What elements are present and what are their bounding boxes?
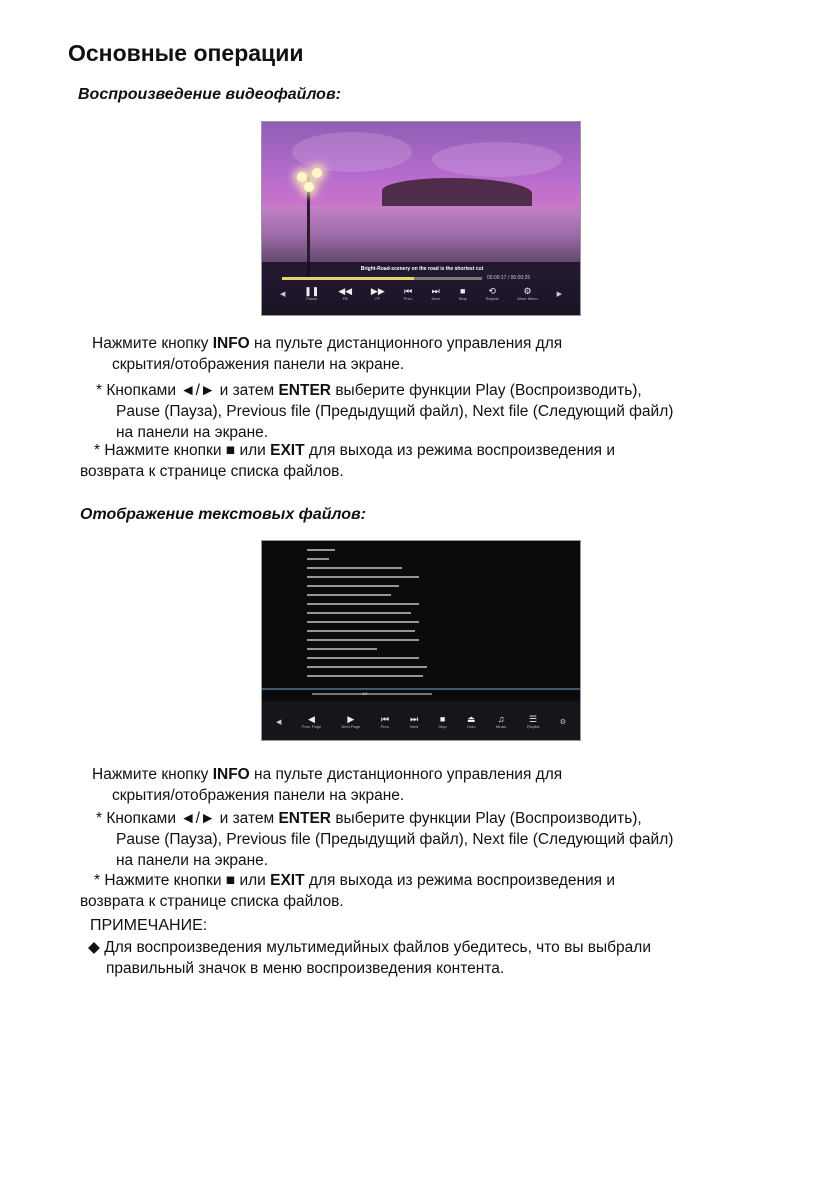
text-line <box>307 621 419 623</box>
text-playlist-button[interactable] <box>527 714 540 730</box>
text-page-bar <box>312 693 432 695</box>
text-page-indicator: 1/1 <box>362 691 368 696</box>
text-viewer-screenshot <box>261 540 581 741</box>
scroll-left-icon[interactable]: ◀ <box>280 291 286 298</box>
text-line <box>307 567 402 569</box>
text-next-page-button[interactable] <box>342 714 361 730</box>
text-stop-button[interactable] <box>438 714 446 730</box>
video-next-button[interactable] <box>432 286 440 302</box>
video-button-label: FB <box>342 296 348 301</box>
text-line <box>307 630 415 632</box>
text-button-label: Prev. <box>380 724 390 729</box>
text-button-label: Next Page <box>341 724 361 729</box>
text-line <box>307 594 391 596</box>
text-prev-button[interactable] <box>381 714 390 730</box>
video-button-label: Prev. <box>403 296 413 301</box>
text-line <box>307 648 377 650</box>
text-section-heading: Отображение текстовых файлов: <box>80 506 366 523</box>
video-info-instruction: Нажмите кнопку INFO на пульте дистанционного управления для скрытия/отображения панели на экране. <box>92 335 563 373</box>
text-line <box>307 612 411 614</box>
headland-silhouette <box>382 178 532 206</box>
video-enter-instruction: * Кнопками ◄/► и затем ENTER выберите функции Play (Воспроизводить), Pause (Пауза), Previous file (Предыдущий файл), Next file (Следующий файл) на панели на экране. <box>96 382 674 441</box>
video-section-heading: Воспроизведение видеофайлов: <box>78 86 341 103</box>
settings-icon: ⚙ <box>523 286 532 296</box>
next-icon: ⏭ <box>431 286 440 296</box>
eject-icon: ⏏ <box>467 714 476 724</box>
video-button-label: More Menu <box>517 296 538 301</box>
cloud <box>292 132 412 172</box>
text-eject-button[interactable] <box>467 714 476 730</box>
next-icon: ⏭ <box>409 714 419 724</box>
lamp-light <box>312 168 322 178</box>
video-progress-fill <box>282 277 414 280</box>
note-text: ◆ Для воспроизведения мультимедийных файлов убедитесь, что вы выбрали правильный значок в меню воспроизведения контента. <box>88 939 651 977</box>
video-button-label: Repeat <box>485 296 499 301</box>
text-next-button[interactable] <box>410 714 418 730</box>
text-viewer-separator <box>262 688 580 690</box>
video-forward-button[interactable] <box>371 286 385 302</box>
text-line <box>307 576 419 578</box>
text-line <box>307 603 419 605</box>
forward-icon: ▶▶ <box>370 286 385 296</box>
video-pause-button[interactable] <box>304 286 319 302</box>
text-button-label: Next <box>409 724 419 729</box>
scroll-right-icon[interactable]: ▶ <box>556 291 562 298</box>
repeat-icon: ⟲ <box>488 286 496 296</box>
text-button-label: Playlist <box>526 724 540 729</box>
video-button-label: Next <box>431 296 440 301</box>
text-button-label: Music <box>495 724 507 729</box>
note-heading: ПРИМЕЧАНИЕ: <box>90 917 208 934</box>
video-osd-caption: Bright-Road-scenery on the road is the shortest cut <box>360 266 484 272</box>
text-exit-instruction: * Нажмите кнопки ■ или EXIT для выхода из режима воспроизведения и возврата к странице списка файлов. <box>80 872 616 910</box>
video-prev-button[interactable] <box>404 286 413 302</box>
cloud <box>432 142 562 177</box>
page-title: Основные операции <box>68 40 304 66</box>
text-info-instruction: Нажмите кнопку INFO на пульте дистанционного управления для скрытия/отображения панели на экране. <box>92 766 563 804</box>
lamp-light <box>304 182 314 192</box>
video-repeat-button[interactable] <box>486 286 499 302</box>
pause-icon: ❚❚ <box>304 286 320 296</box>
prev-icon: ⏮ <box>404 286 413 296</box>
rewind-icon: ◀◀ <box>338 286 353 296</box>
text-enter-instruction: * Кнопками ◄/► и затем ENTER выберите функции Play (Воспроизводить), Pause (Пауза), Previous file (Предыдущий файл), Next file (Следующий файл) на панели на экране. <box>96 810 674 869</box>
next-page-icon: ▶ <box>347 714 355 724</box>
text-line <box>307 585 399 587</box>
text-line <box>307 675 423 677</box>
text-line <box>307 657 419 659</box>
prev-icon: ⏮ <box>380 714 390 724</box>
lamp-light <box>297 172 307 182</box>
video-stop-button[interactable] <box>459 286 467 302</box>
text-osd-buttons <box>276 714 566 730</box>
text-prev-page-button[interactable] <box>302 714 322 730</box>
stop-icon: ■ <box>439 714 446 724</box>
text-music-button[interactable] <box>496 714 506 730</box>
video-button-label: Stop <box>458 296 467 301</box>
scroll-left-icon[interactable]: ◀ <box>276 719 282 726</box>
video-progress-bar[interactable] <box>282 277 482 280</box>
video-rewind-button[interactable] <box>338 286 352 302</box>
video-playback-screenshot <box>261 121 581 316</box>
settings-icon[interactable]: ⚙ <box>559 719 566 726</box>
video-button-label: FF <box>375 296 381 301</box>
playlist-icon: ☰ <box>529 714 538 724</box>
stop-icon: ■ <box>460 286 466 296</box>
text-line <box>307 639 419 641</box>
video-settings-button[interactable] <box>517 286 537 302</box>
text-line <box>307 558 329 560</box>
video-button-label: Pause <box>306 296 318 301</box>
text-button-label: Stop <box>438 724 447 729</box>
video-exit-instruction: * Нажмите кнопки ■ или EXIT для выхода из режима воспроизведения и возврата к странице списка файлов. <box>80 442 616 480</box>
prev-page-icon: ◀ <box>307 714 315 724</box>
video-osd-buttons <box>280 286 562 302</box>
video-osd-time: 00:00:17 / 00:00:25 <box>487 275 531 281</box>
text-button-label: Goto <box>466 724 476 729</box>
text-line <box>307 666 427 668</box>
text-button-label: Prev. Page <box>301 724 322 729</box>
text-line <box>307 549 335 551</box>
music-icon: ♫ <box>497 714 505 724</box>
